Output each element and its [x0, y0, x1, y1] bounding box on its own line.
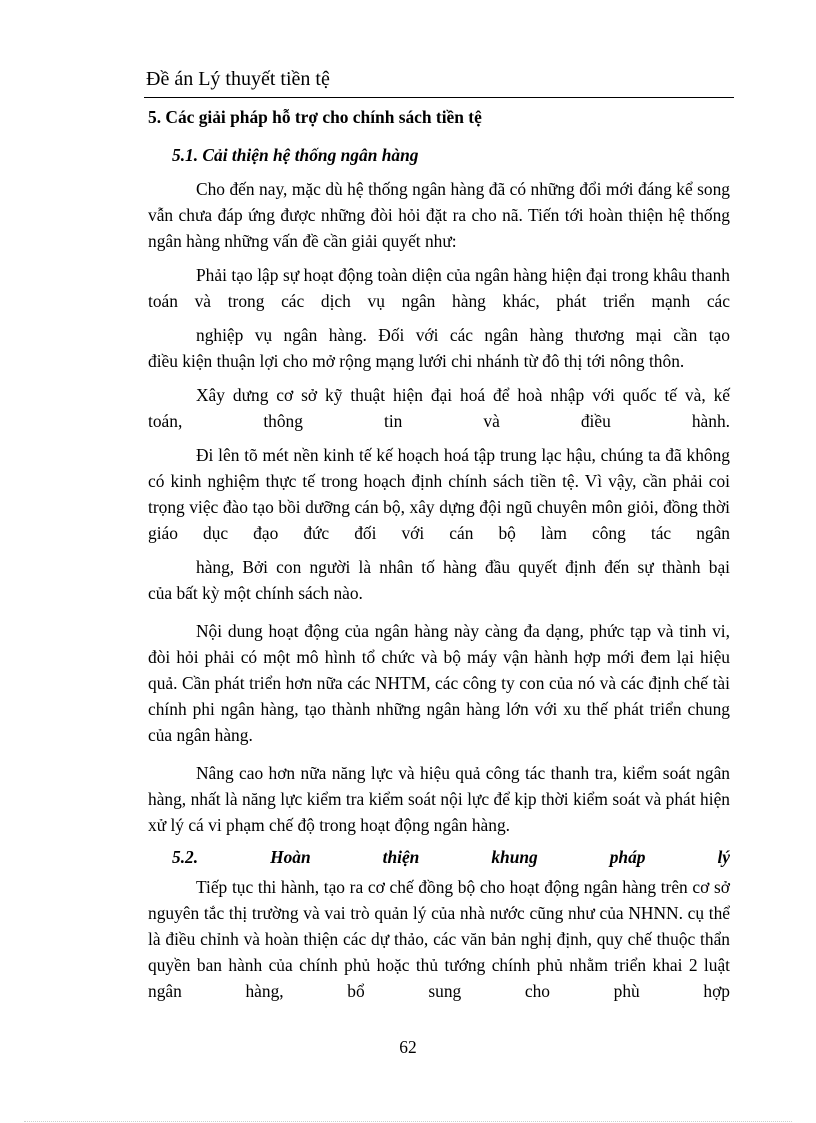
- paragraph-3-part-b: toán, thông tin và điều hành.: [148, 411, 730, 431]
- section-5-2-word: lý: [717, 847, 730, 867]
- section-5-2-word: pháp: [609, 847, 646, 867]
- paragraph-7: Tiếp tục thi hành, tạo ra cơ chế đồng bộ cho hoạt động ngân hàng trên cơ sở nguyên tắc thị trường và vai trò quản lý của nhà nước cũng như của NHNN. cụ thể là điều chỉnh và hoàn thiện các dự thảo, các văn bản nghị định, quy chế thuộc thẩn quyền ban hành của chính phủ hoặc thủ tướng chính phủ nhằm triển khai 2 luật ngân hàng, bổ sung cho phù hợp: [148, 877, 730, 1001]
- page-number: 62: [399, 1037, 417, 1057]
- paragraph-4-continuation: [148, 554, 730, 606]
- paragraph-5: Nội dung hoạt động của ngân hàng này càng đa dạng, phức tạp và tinh vi, đòi hỏi phải có một mô hình tổ chức và bộ máy vận hành hợp mới đem lại hiệu quả. Cần phát triển hơn nữa các NHTM, các công ty con của nó và các định chế tài chính phi ngân hàng, tạo thành những ngân hàng lớn với xu thế phát triển chung của ngân hàng.: [148, 621, 730, 745]
- header-divider: [144, 97, 734, 98]
- paragraph-4-part-b: hàng, Bởi con người là nhân tố hàng đầu quyết định đến sự thành bại: [196, 557, 730, 577]
- paragraph-2-part-a: Phải tạo lập sự hoạt động toàn diện của ngân hàng hiện đại trong khâu thanh toán và trong các dịch vụ ngân hàng khác, phát triển mạnh các: [148, 265, 730, 311]
- paragraph-4-part-c: của bất kỳ một chính sách nào.: [148, 583, 363, 603]
- section-5-2-word: Hoàn: [270, 847, 311, 867]
- paragraph-2-continuation: [148, 322, 730, 374]
- section-5-2-word: 5.2.: [172, 847, 199, 867]
- page-bottom-border: [24, 1121, 792, 1122]
- paragraph-4-part-a: Đi lên tõ mét nền kinh tế kế hoạch hoá tập trung lạc hậu, chúng ta đã không có kinh nghiệm thực tế trong hoạch định chính sách tiền tệ. Vì vậy, cần phải coi trọng việc đào tạo bồi dưỡng cán bộ, xây dựng đội ngũ chuyên môn giỏi, đồng thời giáo dục đạo đức đối với cán bộ làm công tác ngân: [148, 445, 730, 543]
- paragraph-6: Nâng cao hơn nữa năng lực và hiệu quả công tác thanh tra, kiểm soát ngân hàng, nhất là năng lực kiểm tra kiểm soát nội lực để kịp thời kiểm soát và phát hiện xử lý cá vi phạm chế độ trong hoạt động ngân hàng.: [148, 763, 730, 835]
- section-5-1-heading: 5.1. Cải thiện hệ thống ngân hàng: [172, 145, 419, 165]
- section-5-2-heading: [148, 844, 730, 870]
- paragraph-3-part-a: Xây dưng cơ sở kỹ thuật hiện đại hoá để hoà nhập với quốc tế và, kế: [196, 385, 730, 405]
- paragraph-2-part-c: điều kiện thuận lợi cho mở rộng mạng lưới chi nhánh từ đô thị tới nông thôn.: [148, 351, 685, 371]
- paragraph-1: Cho đến nay, mặc dù hệ thống ngân hàng đã có những đổi mới đáng kể song vẫn chưa đáp ứng được những đòi hỏi đặt ra cho nã. Tiến tới hoàn thiện hệ thống ngân hàng những vấn đề cần giải quyết như:: [148, 179, 730, 251]
- document-body: [148, 104, 730, 1004]
- section-5-2-word: thiện: [382, 847, 420, 867]
- section-5-heading: 5. Các giải pháp hỗ trợ cho chính sách tiền tệ: [148, 107, 482, 127]
- section-5-2-word: khung: [491, 847, 538, 867]
- running-header-title: Đề án Lý thuyết tiền tệ: [146, 68, 330, 90]
- paragraph-2-part-b: nghiệp vụ ngân hàng. Đối với các ngân hàng thương mại cần tạo: [196, 325, 730, 345]
